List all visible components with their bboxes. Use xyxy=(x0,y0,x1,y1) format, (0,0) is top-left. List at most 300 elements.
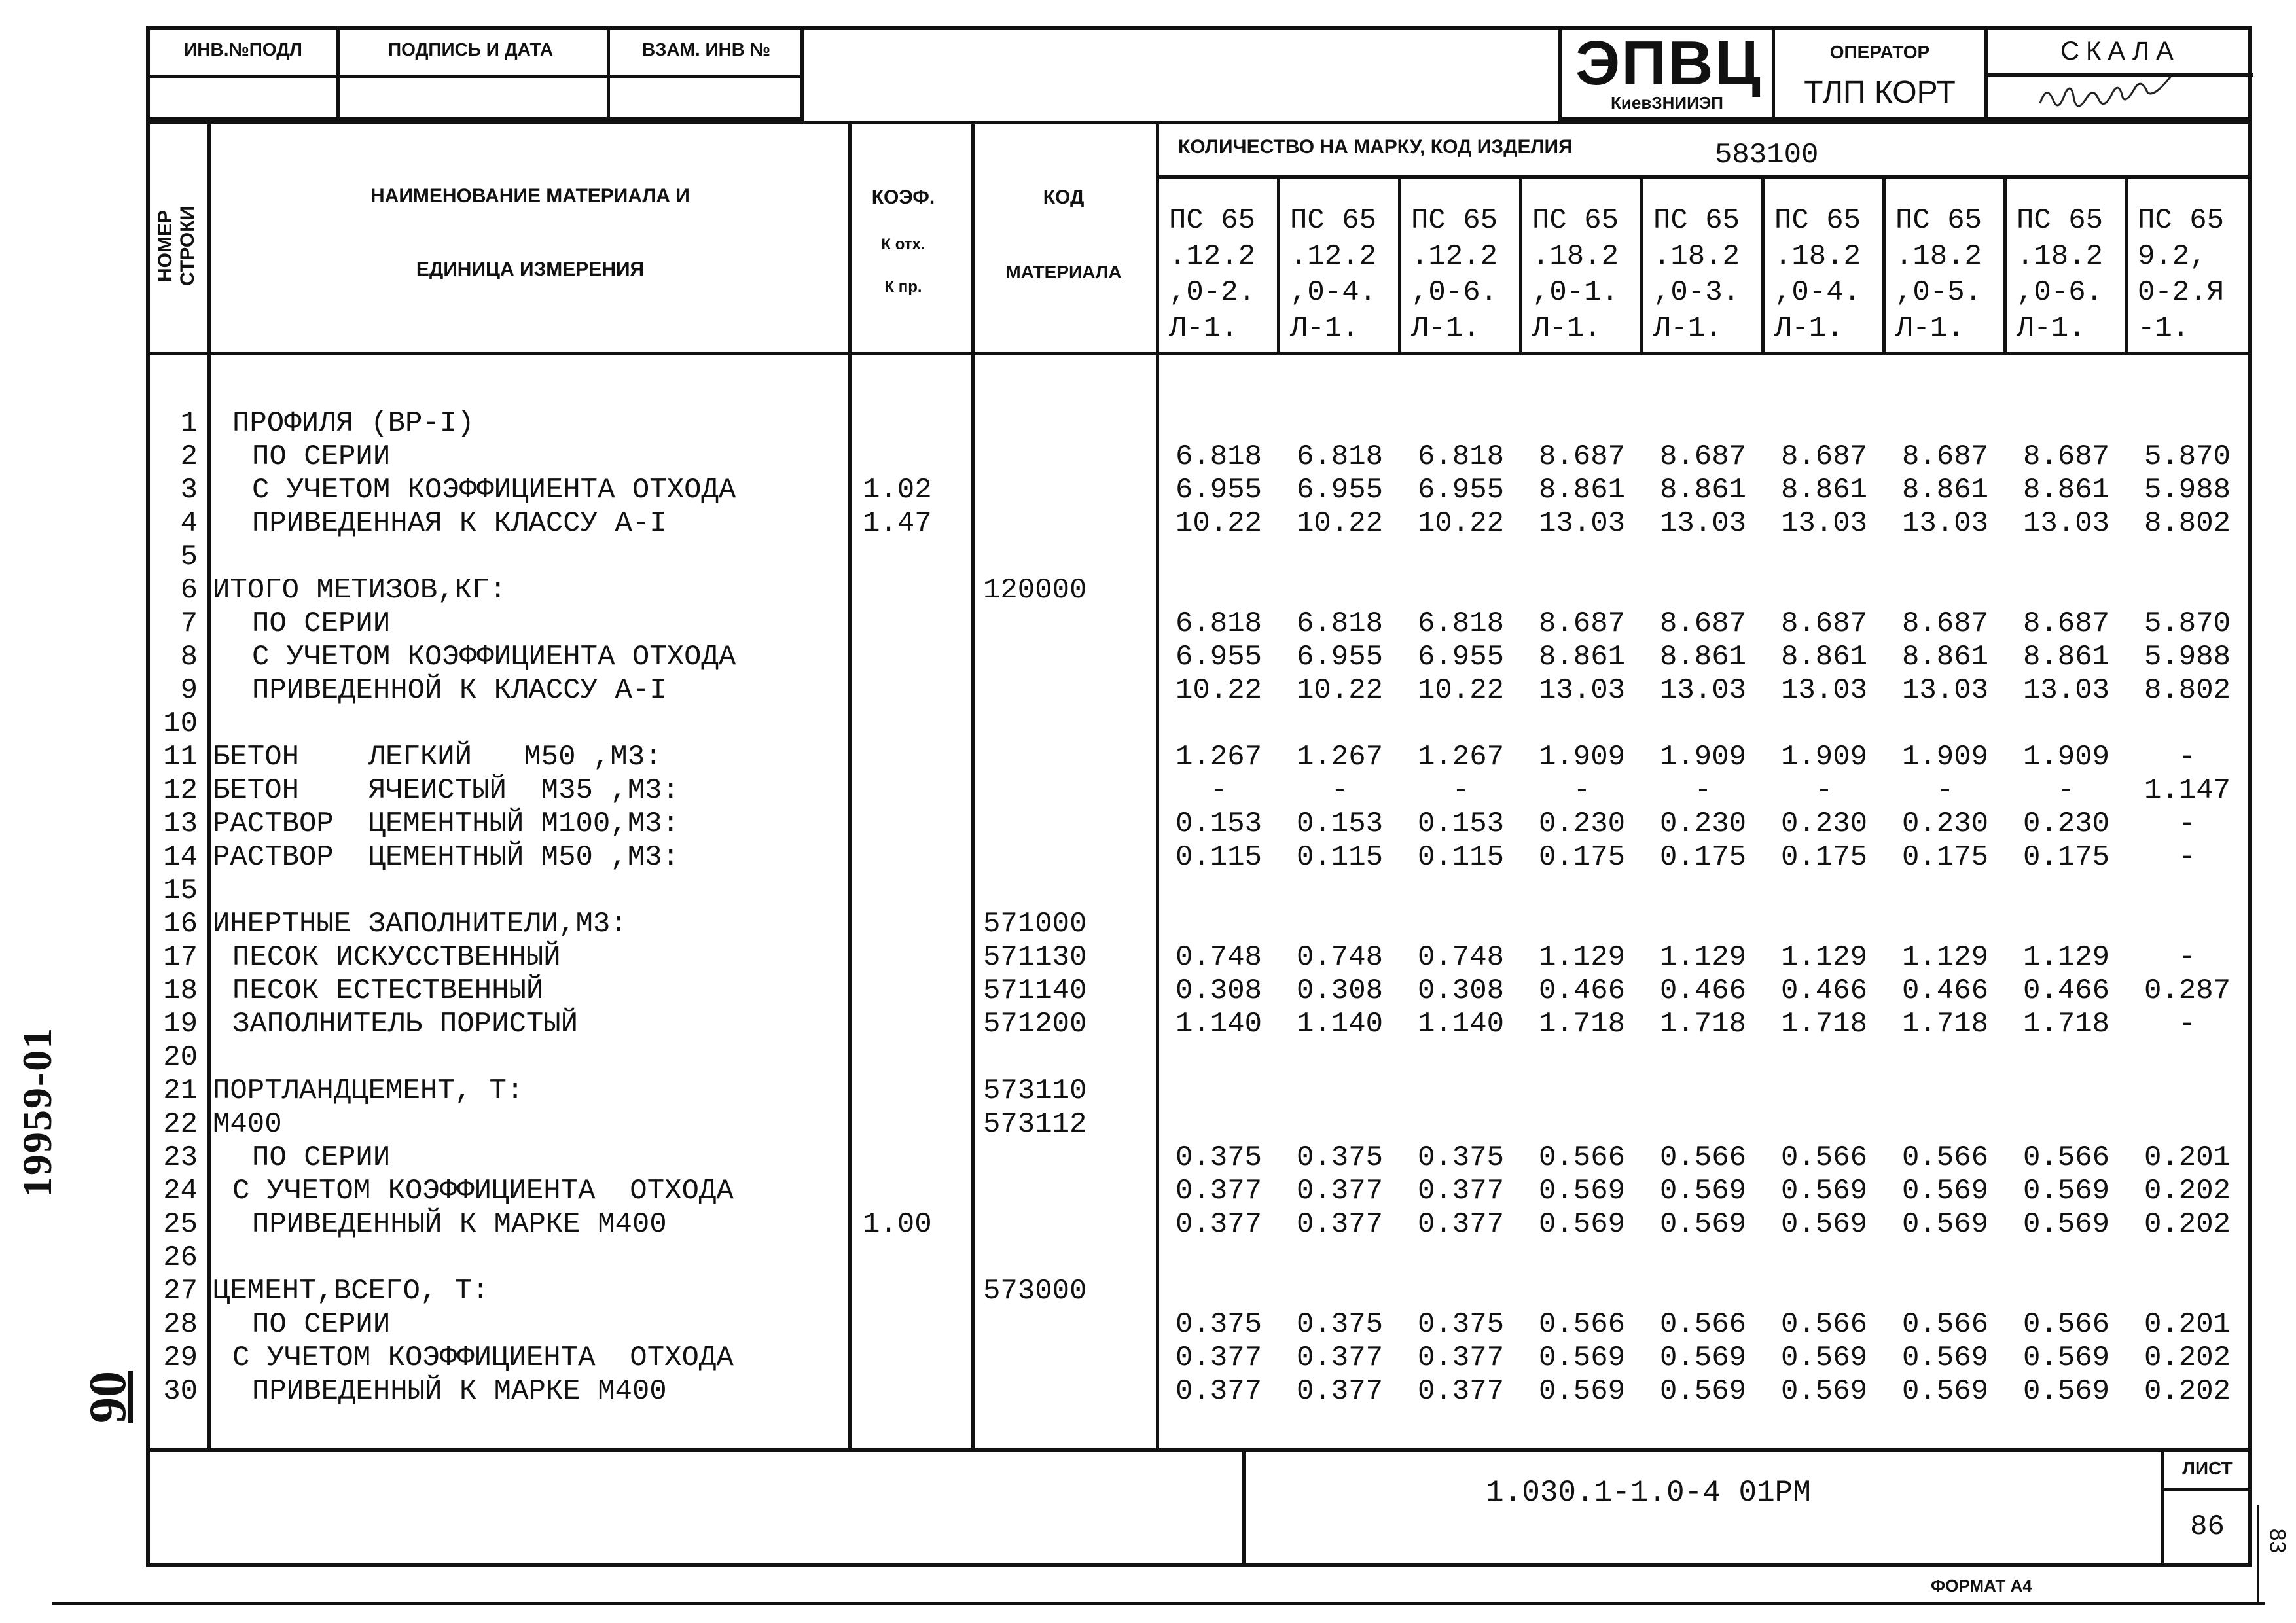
row-value: 0.230 xyxy=(1659,808,1747,840)
sheet-label-line xyxy=(2161,1488,2252,1491)
row-value: 0.175 xyxy=(1780,841,1868,874)
koef-header-line3: К пр. xyxy=(884,278,922,296)
row-value: 0.748 xyxy=(1296,941,1384,974)
row-value: - xyxy=(1452,774,1470,807)
row-name: ПО СЕРИИ xyxy=(252,1141,391,1174)
row-value: 8.802 xyxy=(2144,507,2231,540)
row-value: 0.175 xyxy=(1538,841,1626,874)
footer-sep xyxy=(1242,1448,1246,1567)
row-value: 0.230 xyxy=(1901,808,1989,840)
mark-header-line: ПС 65 xyxy=(1169,204,1256,237)
row-value: 8.861 xyxy=(1780,474,1868,507)
row-value: 0.202 xyxy=(2144,1342,2231,1374)
mark-header-line: .18.2 xyxy=(1774,240,1861,273)
row-value: 0.115 xyxy=(1296,841,1384,874)
row-number: 28 xyxy=(163,1308,198,1341)
mark-header-line: .18.2 xyxy=(2017,240,2104,273)
koef-header-line1: КОЭФ. xyxy=(871,187,935,208)
row-number: 8 xyxy=(180,641,198,673)
mark-header-line: Л-1. xyxy=(1290,312,1359,345)
mark-header-line: ПС 65 xyxy=(1290,204,1377,237)
row-value: 1.140 xyxy=(1417,1008,1505,1041)
row-value: 0.569 xyxy=(2022,1375,2110,1408)
row-value: 6.955 xyxy=(1417,474,1505,507)
code-header-line2: МАТЕРИАЛА xyxy=(1005,262,1122,282)
row-value: 0.230 xyxy=(1780,808,1868,840)
row-name: ПО СЕРИИ xyxy=(252,1308,391,1341)
operator-label: ОПЕРАТОР xyxy=(1829,42,1930,62)
row-number: 13 xyxy=(163,808,198,840)
operator-value: ТЛП КОРТ xyxy=(1804,75,1956,110)
mark-header-line: Л-1. xyxy=(1653,312,1723,345)
mark-header xyxy=(1290,203,1376,347)
row-value: 1.718 xyxy=(1538,1008,1626,1041)
mark-header-line: ПС 65 xyxy=(2017,204,2104,237)
row-value: 0.466 xyxy=(1659,974,1747,1007)
code-header-line1: КОД xyxy=(1043,187,1085,208)
row-value: 1.140 xyxy=(1296,1008,1384,1041)
row-value: 0.202 xyxy=(2144,1375,2231,1408)
row-value: 0.566 xyxy=(1659,1308,1747,1341)
row-value: 1.909 xyxy=(2022,741,2110,774)
row-value: - xyxy=(2178,941,2197,974)
row-code: 573110 xyxy=(983,1075,1087,1107)
row-value: 6.818 xyxy=(1175,440,1263,473)
row-value: - xyxy=(1815,774,1833,807)
mark-col-sep xyxy=(1640,175,1643,353)
mark-header xyxy=(1774,203,1861,347)
row-name: ПО СЕРИИ xyxy=(252,440,391,473)
row-number: 1 xyxy=(180,407,198,440)
sheet-label: ЛИСТ xyxy=(2182,1458,2233,1478)
row-value: 10.22 xyxy=(1296,507,1384,540)
mark-header-line: ,0-1. xyxy=(1532,276,1619,309)
row-value: 0.566 xyxy=(1538,1308,1626,1341)
row-name: ЦЕМЕНТ,ВСЕГО, Т: xyxy=(213,1275,490,1308)
row-number: 21 xyxy=(163,1075,198,1107)
row-value: 0.153 xyxy=(1175,808,1263,840)
mark-header-line: Л-1. xyxy=(1411,312,1480,345)
row-koef: 1.00 xyxy=(863,1208,932,1241)
row-koef: 1.47 xyxy=(863,507,932,540)
row-name: ПРОФИЛЯ (ВР-I) xyxy=(232,407,475,440)
row-value: 0.375 xyxy=(1417,1308,1505,1341)
sheet-sep xyxy=(2161,1448,2164,1567)
header-top-line xyxy=(146,121,2252,124)
row-number-header: НОМЕР СТРОКИ xyxy=(154,205,198,287)
mark-header xyxy=(1411,203,1498,347)
row-number: 25 xyxy=(163,1208,198,1241)
row-value: 1.129 xyxy=(1901,941,1989,974)
row-value: 0.569 xyxy=(2022,1342,2110,1374)
row-number: 3 xyxy=(180,474,198,507)
row-value: 0.569 xyxy=(1538,1375,1626,1408)
mark-header-line: .18.2 xyxy=(1532,240,1619,273)
row-value: - xyxy=(2178,841,2197,874)
qty-header-code: 583100 xyxy=(1715,139,1819,171)
row-value: 0.175 xyxy=(1659,841,1747,874)
mark-col-sep xyxy=(1519,175,1522,353)
mark-header-line: .18.2 xyxy=(1653,240,1740,273)
row-value: 1.718 xyxy=(1659,1008,1747,1041)
header-bottom-line xyxy=(146,352,2252,355)
row-value: 6.955 xyxy=(1296,474,1384,507)
row-number: 16 xyxy=(163,908,198,940)
row-value: 1.909 xyxy=(1901,741,1989,774)
row-value: 8.861 xyxy=(1659,641,1747,673)
mark-header-line: .18.2 xyxy=(1895,240,1982,273)
row-value: - xyxy=(2057,774,2075,807)
row-value: 1.718 xyxy=(2022,1008,2110,1041)
mark-header-line: ,0-3. xyxy=(1653,276,1740,309)
row-value: 1.129 xyxy=(2022,941,2110,974)
row-value: 0.377 xyxy=(1417,1342,1505,1374)
row-name: С УЧЕТОМ КОЭФФИЦИЕНТА ОТХОДА xyxy=(252,474,736,507)
row-value: 0.377 xyxy=(1175,1208,1263,1241)
row-value: 13.03 xyxy=(1659,674,1747,707)
row-value: - xyxy=(1210,774,1228,807)
row-code: 120000 xyxy=(983,574,1087,607)
row-value: 0.569 xyxy=(1538,1342,1626,1374)
row-value: 1.718 xyxy=(1901,1008,1989,1041)
row-value: 8.687 xyxy=(1901,440,1989,473)
row-value: 0.466 xyxy=(1780,974,1868,1007)
row-value: 5.988 xyxy=(2144,474,2231,507)
edge-number: 83 xyxy=(2265,1528,2290,1554)
mark-header-line: 9.2, xyxy=(2138,240,2207,273)
row-number: 6 xyxy=(180,574,198,607)
row-value: 0.466 xyxy=(2022,974,2110,1007)
row-number: 20 xyxy=(163,1041,198,1074)
row-value: 0.175 xyxy=(1901,841,1989,874)
row-number: 22 xyxy=(163,1108,198,1141)
mark-header-line: ,0-6. xyxy=(2017,276,2104,309)
row-value: 0.230 xyxy=(1538,808,1626,840)
row-koef: 1.02 xyxy=(863,474,932,507)
row-code: 571200 xyxy=(983,1008,1087,1041)
row-value: 1.129 xyxy=(1780,941,1868,974)
row-value: 6.818 xyxy=(1417,607,1505,640)
row-value: 0.375 xyxy=(1417,1141,1505,1174)
row-value: 0.566 xyxy=(2022,1308,2110,1341)
mark-header-line: ,0-6. xyxy=(1411,276,1498,309)
row-value: 1.909 xyxy=(1659,741,1747,774)
mark-header-line: ПС 65 xyxy=(1774,204,1861,237)
row-value: 8.687 xyxy=(1538,440,1626,473)
row-value: 1.909 xyxy=(1538,741,1626,774)
row-value: 5.988 xyxy=(2144,641,2231,673)
row-value: 0.566 xyxy=(1780,1308,1868,1341)
row-value: 0.375 xyxy=(1296,1141,1384,1174)
row-value: 0.153 xyxy=(1296,808,1384,840)
mark-col-sep xyxy=(1882,175,1886,353)
row-code: 573112 xyxy=(983,1108,1087,1141)
row-value: 1.718 xyxy=(1780,1008,1868,1041)
row-value: 1.140 xyxy=(1175,1008,1263,1041)
mark-header-line: Л-1. xyxy=(1895,312,1965,345)
row-value: 0.569 xyxy=(1659,1342,1747,1374)
mark-header-line: ,0-5. xyxy=(1895,276,1982,309)
row-code: 573000 xyxy=(983,1275,1087,1308)
row-value: 0.308 xyxy=(1417,974,1505,1007)
row-value: 10.22 xyxy=(1417,507,1505,540)
row-value: 0.230 xyxy=(2022,808,2110,840)
row-name: ПРИВЕДЕННОЙ К КЛАССУ А-I xyxy=(252,674,667,707)
row-value: 8.861 xyxy=(1901,641,1989,673)
mark-header-line: ,0-4. xyxy=(1290,276,1377,309)
name-header-line1: НАИМЕНОВАНИЕ МАТЕРИАЛА И xyxy=(370,185,690,207)
row-number: 10 xyxy=(163,707,198,740)
row-value: 0.377 xyxy=(1175,1375,1263,1408)
row-value: 8.687 xyxy=(1659,607,1747,640)
row-number: 14 xyxy=(163,841,198,874)
row-number: 7 xyxy=(180,607,198,640)
row-value: 1.909 xyxy=(1780,741,1868,774)
row-value: 10.22 xyxy=(1175,674,1263,707)
row-value: 13.03 xyxy=(1901,507,1989,540)
row-number: 15 xyxy=(163,874,198,907)
row-value: 0.569 xyxy=(1659,1375,1747,1408)
mark-header xyxy=(1895,203,1982,347)
row-number: 18 xyxy=(163,974,198,1007)
row-value: 0.569 xyxy=(1538,1208,1626,1241)
row-value: 0.375 xyxy=(1296,1308,1384,1341)
row-value: - xyxy=(2178,741,2197,774)
row-value: 13.03 xyxy=(1538,507,1626,540)
row-name: ПРИВЕДЕННЫЙ К МАРКЕ М400 xyxy=(252,1375,667,1408)
row-value: 0.569 xyxy=(2022,1175,2110,1207)
row-value: 0.115 xyxy=(1417,841,1505,874)
row-number: 27 xyxy=(163,1275,198,1308)
row-number: 11 xyxy=(163,741,198,774)
row-value: 13.03 xyxy=(1901,674,1989,707)
stamp-inv-label: ИНВ.№ПОДЛ xyxy=(184,39,302,60)
row-value: 0.466 xyxy=(1901,974,1989,1007)
row-value: 8.687 xyxy=(1659,440,1747,473)
mark-col-sep xyxy=(1277,175,1280,353)
row-value: 8.861 xyxy=(1901,474,1989,507)
row-value: - xyxy=(1936,774,1954,807)
row-value: 5.870 xyxy=(2144,607,2231,640)
mark-header-line: Л-1. xyxy=(2017,312,2086,345)
row-value: 0.569 xyxy=(1780,1175,1868,1207)
mark-header xyxy=(1532,203,1619,347)
mark-header xyxy=(1653,203,1740,347)
document-code: 1.030.1-1.0-4 01РМ xyxy=(1486,1476,1811,1510)
row-number: 29 xyxy=(163,1342,198,1374)
row-value: - xyxy=(1331,774,1349,807)
row-value: 8.861 xyxy=(1780,641,1868,673)
row-name: БЕТОН ЛЕГКИЙ М50 ,М3: xyxy=(213,741,662,774)
row-value: 0.201 xyxy=(2144,1141,2231,1174)
row-code: 571130 xyxy=(983,941,1087,974)
mark-header-line: .12.2 xyxy=(1411,240,1498,273)
mark-header-line: .12.2 xyxy=(1290,240,1377,273)
row-number: 5 xyxy=(180,541,198,573)
row-name: С УЧЕТОМ КОЭФФИЦИЕНТА ОТХОДА xyxy=(232,1342,734,1374)
row-value: 13.03 xyxy=(2022,674,2110,707)
row-value: 0.569 xyxy=(1901,1375,1989,1408)
row-name: С УЧЕТОМ КОЭФФИЦИЕНТА ОТХОДА xyxy=(252,641,736,673)
row-value: - xyxy=(2178,808,2197,840)
row-value: 8.687 xyxy=(1901,607,1989,640)
mark-header-line: ПС 65 xyxy=(1411,204,1498,237)
row-value: 8.861 xyxy=(2022,641,2110,673)
row-value: 1.129 xyxy=(1659,941,1747,974)
qty-header-label: КОЛИЧЕСТВО НА МАРКУ, КОД ИЗДЕЛИЯ xyxy=(1178,136,1573,158)
row-number: 9 xyxy=(180,674,198,707)
row-value: 5.870 xyxy=(2144,440,2231,473)
row-value: 1.267 xyxy=(1296,741,1384,774)
col-sep-2 xyxy=(848,121,852,1450)
row-value: 1.129 xyxy=(1538,941,1626,974)
row-value: 8.687 xyxy=(2022,607,2110,640)
row-value: 10.22 xyxy=(1296,674,1384,707)
row-value: 0.566 xyxy=(1538,1141,1626,1174)
row-value: 0.377 xyxy=(1417,1175,1505,1207)
row-value: 0.569 xyxy=(1901,1175,1989,1207)
row-value: 6.818 xyxy=(1296,607,1384,640)
mark-header-line: -1. xyxy=(2138,312,2190,345)
logo-subtitle: КиевЗНИИЭП xyxy=(1611,93,1723,113)
row-value: 0.202 xyxy=(2144,1175,2231,1207)
row-value: 13.03 xyxy=(1659,507,1747,540)
row-name: ЗАПОЛНИТЕЛЬ ПОРИСТЫЙ xyxy=(232,1008,579,1041)
row-name: ПЕСОК ИСКУССТВЕННЫЙ xyxy=(232,941,561,974)
row-number: 4 xyxy=(180,507,198,540)
row-number: 2 xyxy=(180,440,198,473)
row-value: 0.748 xyxy=(1417,941,1505,974)
mark-header-line: ,0-4. xyxy=(1774,276,1861,309)
row-code: 571140 xyxy=(983,974,1087,1007)
row-value: 8.687 xyxy=(1780,607,1868,640)
row-value: 0.377 xyxy=(1296,1375,1384,1408)
row-value: 8.687 xyxy=(2022,440,2110,473)
row-value: 6.818 xyxy=(1417,440,1505,473)
mark-header-line: ПС 65 xyxy=(1532,204,1619,237)
row-value: 0.566 xyxy=(1659,1141,1747,1174)
mark-col-sep xyxy=(1761,175,1765,353)
row-value: 8.861 xyxy=(1538,474,1626,507)
mark-col-sep xyxy=(1398,175,1401,353)
row-number: 19 xyxy=(163,1008,198,1041)
stamp-replace-label: ВЗАМ. ИНВ № xyxy=(641,39,771,60)
row-name: ИТОГО МЕТИЗОВ,КГ: xyxy=(213,574,507,607)
format-label: ФОРМАТ А4 xyxy=(1931,1576,2032,1596)
mark-header-line: ПС 65 xyxy=(2138,204,2225,237)
row-value: 0.377 xyxy=(1417,1208,1505,1241)
row-value: 0.748 xyxy=(1175,941,1263,974)
table-bottom-line xyxy=(146,1448,2252,1452)
stamp-sign-label: ПОДПИСЬ И ДАТА xyxy=(387,39,554,60)
side-stamp-number: 19959-01 xyxy=(14,1026,60,1198)
col-sep-4 xyxy=(1156,121,1159,1450)
row-value: 0.377 xyxy=(1296,1175,1384,1207)
row-value: 0.308 xyxy=(1175,974,1263,1007)
row-value: 0.153 xyxy=(1417,808,1505,840)
row-value: 8.861 xyxy=(1538,641,1626,673)
mark-col-sep xyxy=(2003,175,2007,353)
row-value: 0.375 xyxy=(1175,1308,1263,1341)
row-value: 0.377 xyxy=(1175,1342,1263,1374)
row-value: 8.861 xyxy=(2022,474,2110,507)
row-value: 6.818 xyxy=(1175,607,1263,640)
row-value: 0.377 xyxy=(1175,1175,1263,1207)
row-value: 1.267 xyxy=(1175,741,1263,774)
row-value: 6.955 xyxy=(1175,474,1263,507)
row-value: 0.377 xyxy=(1296,1342,1384,1374)
row-name: ПРИВЕДЕННАЯ К КЛАССУ А-I xyxy=(252,507,667,540)
row-value: 0.308 xyxy=(1296,974,1384,1007)
row-name: ПЕСОК ЕСТЕСТВЕННЫЙ xyxy=(232,974,544,1007)
row-value: 10.22 xyxy=(1175,507,1263,540)
row-value: 8.687 xyxy=(1538,607,1626,640)
row-value: 0.287 xyxy=(2144,974,2231,1007)
mark-col-sep xyxy=(2125,175,2128,353)
row-value: 8.687 xyxy=(1780,440,1868,473)
row-name: ИНЕРТНЫЕ ЗАПОЛНИТЕЛИ,М3: xyxy=(213,908,628,940)
row-value: 0.569 xyxy=(1659,1175,1747,1207)
row-name: ПО СЕРИИ xyxy=(252,607,391,640)
side-number: 90 xyxy=(79,1371,137,1423)
row-value: 0.569 xyxy=(2022,1208,2110,1241)
row-value: 0.377 xyxy=(1417,1375,1505,1408)
row-value: 0.201 xyxy=(2144,1308,2231,1341)
qty-label-line xyxy=(1157,175,2252,179)
row-number: 26 xyxy=(163,1241,198,1274)
row-value: 0.569 xyxy=(1780,1375,1868,1408)
mark-header xyxy=(2138,203,2224,347)
row-code: 571000 xyxy=(983,908,1087,940)
org-name: СКАЛА xyxy=(2060,37,2180,65)
koef-header-line2: К отх. xyxy=(881,236,925,253)
row-value: 0.115 xyxy=(1175,841,1263,874)
row-name: РАСТВОР ЦЕМЕНТНЫЙ М100,М3: xyxy=(213,808,679,840)
row-value: 13.03 xyxy=(2022,507,2110,540)
row-name: ПРИВЕДЕННЫЙ К МАРКЕ М400 xyxy=(252,1208,667,1241)
mark-header-line: ПС 65 xyxy=(1653,204,1740,237)
row-value: 6.955 xyxy=(1296,641,1384,673)
row-value: 0.566 xyxy=(1780,1141,1868,1174)
row-value: 0.569 xyxy=(1780,1208,1868,1241)
row-value: 0.466 xyxy=(1538,974,1626,1007)
row-value: 0.202 xyxy=(2144,1208,2231,1241)
row-value: 0.569 xyxy=(1901,1342,1989,1374)
col-sep-3 xyxy=(971,121,975,1450)
row-value: 6.955 xyxy=(1175,641,1263,673)
row-number: 12 xyxy=(163,774,198,807)
row-value: 13.03 xyxy=(1780,674,1868,707)
row-number: 24 xyxy=(163,1175,198,1207)
row-value: 13.03 xyxy=(1780,507,1868,540)
row-name: РАСТВОР ЦЕМЕНТНЫЙ М50 ,М3: xyxy=(213,841,679,874)
row-name: ПОРТЛАНДЦЕМЕНТ, Т: xyxy=(213,1075,524,1107)
mark-header xyxy=(2017,203,2103,347)
mark-header-line: Л-1. xyxy=(1532,312,1602,345)
row-value: 8.802 xyxy=(2144,674,2231,707)
col-sep-1 xyxy=(207,121,211,1450)
row-value: 6.818 xyxy=(1296,440,1384,473)
row-value: 1.267 xyxy=(1417,741,1505,774)
row-value: 8.861 xyxy=(1659,474,1747,507)
row-number: 23 xyxy=(163,1141,198,1174)
mark-header-line: .12.2 xyxy=(1169,240,1256,273)
row-value: 10.22 xyxy=(1417,674,1505,707)
row-value: - xyxy=(1573,774,1591,807)
row-value: 0.566 xyxy=(2022,1141,2110,1174)
row-value: 1.147 xyxy=(2144,774,2231,807)
row-value: - xyxy=(2178,1008,2197,1041)
